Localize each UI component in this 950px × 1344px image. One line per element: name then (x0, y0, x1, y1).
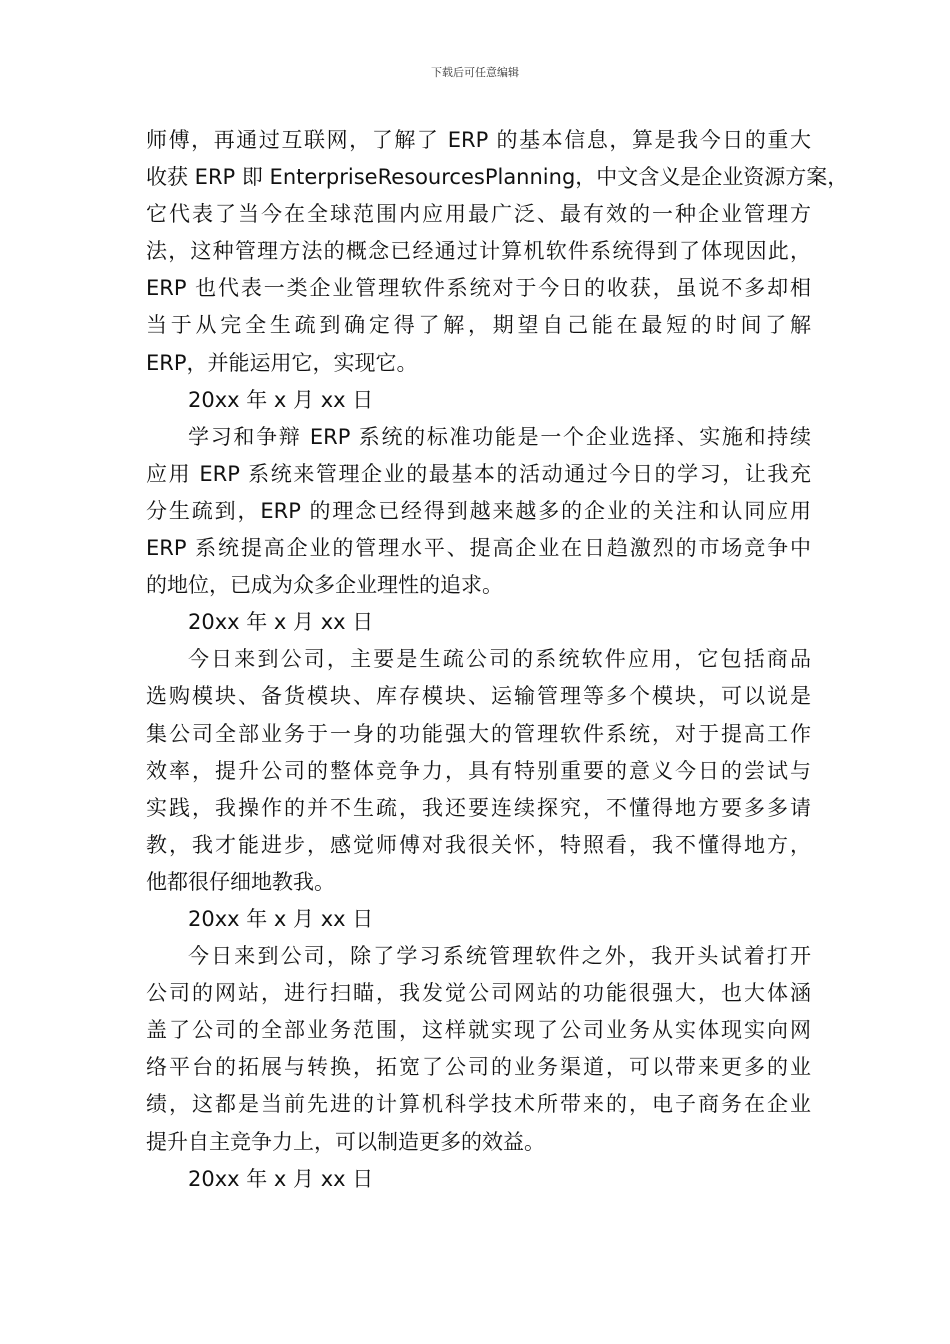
text-line: 当于从完全生疏到确定得了解，期望自己能在最短的时间了解 (146, 313, 811, 338)
text-line: 公司的网站，进行扫瞄，我发觉公司网站的功能很强大，也大体涵 (146, 981, 811, 1006)
text-line: 他都很仔细地教我。 (146, 869, 335, 894)
text-line: 实践，我操作的并不生疏，我还要连续探究，不懂得地方要多多请 (146, 795, 811, 820)
text-line: 的地位，已成为众多企业理性的追求。 (146, 573, 503, 598)
diary-date: 20xx 年 x 月 xx 日 (188, 906, 374, 931)
text-line: 络平台的拓展与转换，拓宽了公司的业务渠道，可以带来更多的业 (146, 1055, 811, 1080)
document-body (146, 122, 849, 1198)
text-line: 选购模块、备货模块、库存模块、运输管理等多个模块，可以说是 (146, 684, 811, 709)
text-line: 今日来到公司，除了学习系统管理软件之外，我开头试着打开 (188, 944, 811, 969)
page-header: 下载后可任意编辑 (431, 66, 519, 79)
text-line: 分生疏到，ERP 的理念已经得到越来越多的企业的关注和认同应用 (146, 498, 811, 523)
text-line: 应用 ERP 系统来管理企业的最基本的活动通过今日的学习，让我充 (146, 461, 811, 486)
diary-date: 20xx 年 x 月 xx 日 (188, 387, 374, 412)
text-line: 盖了公司的全部业务范围，这样就实现了公司业务从实体现实向网 (146, 1018, 811, 1043)
text-line: 学习和争辩 ERP 系统的标准功能是一个企业选择、实施和持续 (188, 424, 811, 449)
text-line: 效率，提升公司的整体竞争力，具有特别重要的意义今日的尝试与 (146, 758, 811, 783)
diary-date: 20xx 年 x 月 xx 日 (188, 610, 374, 635)
text-line: ERP 也代表一类企业管理软件系统对于今日的收获，虽说不多却相 (146, 276, 811, 301)
text-line: 教，我才能进步，感觉师傅对我很关怀，特照看，我不懂得地方， (146, 832, 811, 857)
text-line: 今日来到公司，主要是生疏公司的系统软件应用，它包括商品 (188, 647, 811, 672)
text-line: 提升自主竞争力上，可以制造更多的效益。 (146, 1129, 545, 1154)
text-line: 收获 ERP 即 EnterpriseResourcesPlanning，中文含义是企业资源方案， (146, 165, 849, 190)
text-line: ERP 系统提高企业的管理水平、提高企业在日趋激烈的市场竞争中 (146, 536, 811, 561)
text-line: ERP，并能运用它，实现它。 (146, 350, 418, 375)
text-line: 法，这种管理方法的概念已经通过计算机软件系统得到了体现因此， (146, 239, 811, 264)
text-line: 绩，这都是当前先进的计算机科学技术所带来的，电子商务在企业 (146, 1092, 811, 1117)
text-line: 师傅，再通过互联网，了解了 ERP 的基本信息，算是我今日的重大 (146, 128, 811, 152)
text-line: 它代表了当今在全球范围内应用最广泛、最有效的一种企业管理方 (146, 202, 811, 227)
text-line: 集公司全部业务于一身的功能强大的管理软件系统，对于提高工作 (146, 721, 811, 746)
diary-date: 20xx 年 x 月 xx 日 (188, 1166, 374, 1191)
